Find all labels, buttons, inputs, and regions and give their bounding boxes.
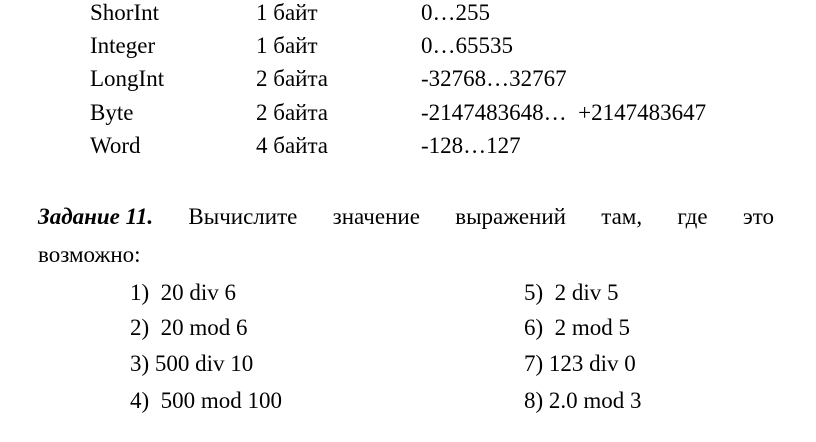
type-range-cell: 0…255 bbox=[421, 0, 490, 25]
type-size-cell: 2 байта bbox=[256, 66, 329, 91]
table-row bbox=[0, 34, 816, 64]
task-word: значение bbox=[332, 204, 420, 229]
task-word: это bbox=[742, 204, 774, 229]
exercise-item: 1) 20 div 6 bbox=[130, 280, 237, 305]
task-second-line: возможно: bbox=[38, 242, 141, 267]
type-range-cell: -2147483648… +2147483647 bbox=[421, 100, 707, 125]
table-row bbox=[0, 1, 816, 31]
type-name-cell: Word bbox=[90, 133, 141, 158]
table-row bbox=[0, 67, 816, 97]
task-first-line bbox=[38, 205, 774, 235]
exercise-item: 3) 500 div 10 bbox=[130, 351, 254, 376]
type-range-cell: -32768…32767 bbox=[421, 66, 567, 91]
table-row bbox=[0, 134, 816, 164]
task-word: там, bbox=[601, 204, 643, 229]
type-size-cell: 1 байт bbox=[256, 33, 318, 58]
exercise-item: 7) 123 div 0 bbox=[524, 351, 636, 376]
task-word: где bbox=[677, 204, 708, 229]
task-word: выражений bbox=[455, 204, 566, 229]
exercise-item: 6) 2 mod 5 bbox=[524, 315, 631, 340]
type-name-cell: Byte bbox=[90, 100, 134, 125]
type-name-cell: Integer bbox=[90, 33, 156, 58]
exercise-item: 8) 2.0 mod 3 bbox=[524, 388, 642, 413]
task-word: Вычислите bbox=[188, 204, 298, 229]
exercise-item: 2) 20 mod 6 bbox=[130, 315, 248, 340]
exercise-item: 5) 2 div 5 bbox=[524, 280, 619, 305]
type-size-cell: 2 байта bbox=[256, 100, 329, 125]
task-paragraph bbox=[38, 204, 774, 267]
task-title: Задание 11. bbox=[38, 204, 154, 229]
type-range-cell: 0…65535 bbox=[421, 33, 513, 58]
exercise-item: 4) 500 mod 100 bbox=[130, 388, 283, 413]
type-name-cell: LongInt bbox=[90, 66, 165, 91]
type-range-cell: -128…127 bbox=[421, 133, 521, 158]
table-row bbox=[0, 101, 816, 131]
type-size-cell: 1 байт bbox=[256, 0, 318, 25]
type-name-cell: ShorInt bbox=[90, 0, 159, 25]
type-size-cell: 4 байта bbox=[256, 133, 329, 158]
